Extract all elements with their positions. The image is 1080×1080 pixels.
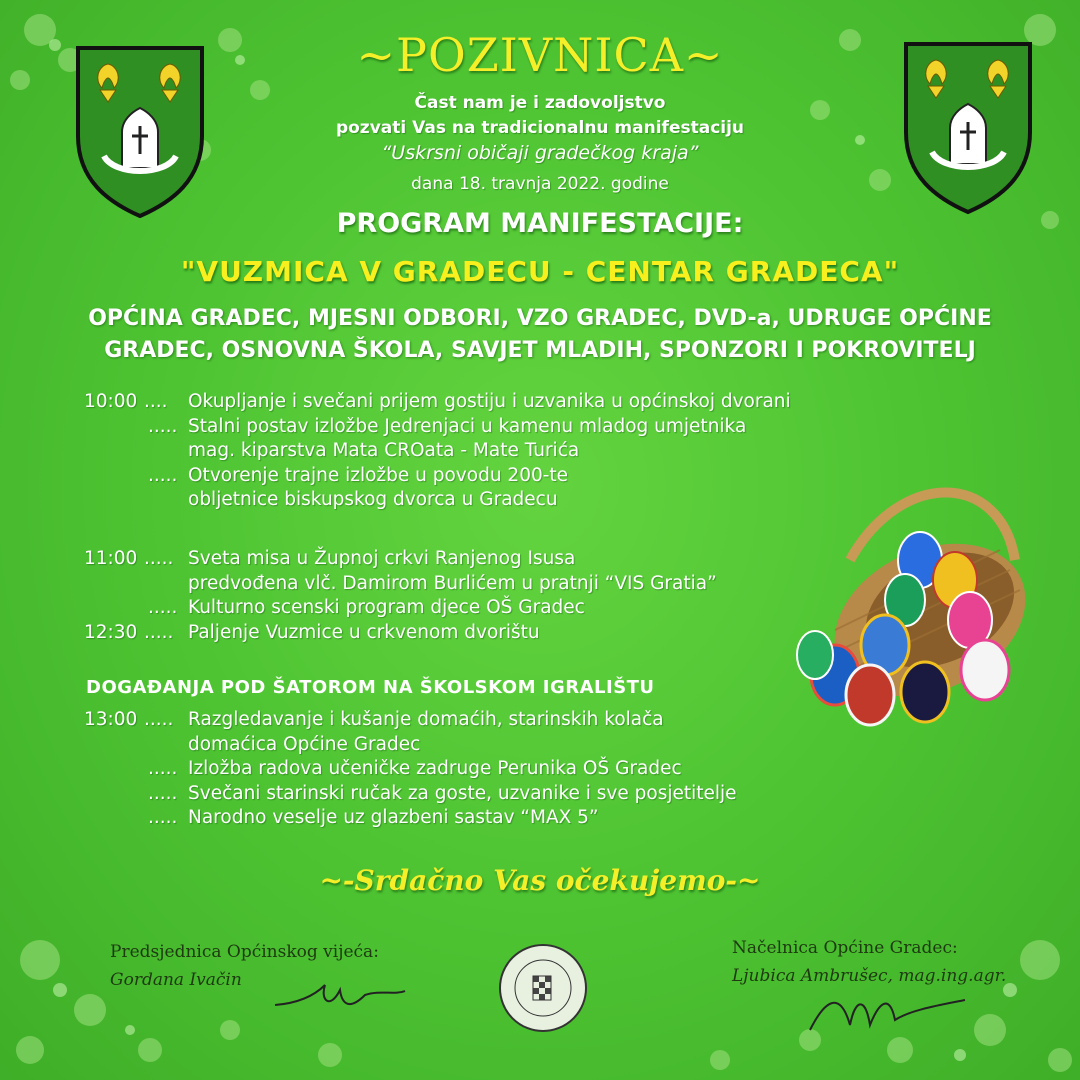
easter-egg-basket-icon — [780, 470, 1040, 730]
event-title: "VUZMICA V GRADECU - CENTAR GRADECA" — [180, 255, 900, 288]
schedule-morning-row — [84, 439, 791, 464]
organizers-line-1: OPĆINA GRADEC, MJESNI ODBORI, VZO GRADEC, DVD-a, UDRUGE OPĆINE — [88, 306, 992, 331]
schedule-afternoon-row — [84, 708, 737, 733]
schedule-text: domaćica Općine Gradec — [188, 733, 421, 755]
schedule-text: mag. kiparstva Mata CROata - Mate Turića — [188, 440, 580, 461]
intro-line-1: Čast nam je i zadovoljstvo — [414, 93, 666, 113]
intro-date: dana 18. travnja 2022. godine — [411, 174, 669, 194]
left-signature-icon — [270, 965, 410, 1025]
schedule-morning-row — [84, 415, 791, 440]
schedule-dots: ..... — [148, 807, 178, 828]
schedule-dots: ..... — [148, 415, 178, 437]
schedule-morning-row — [84, 464, 791, 489]
schedule-text: Kulturno scenski program djece OŠ Gradec — [188, 597, 585, 618]
intro-event-name: “Uskrsni običaji gradečkog kraja” — [381, 142, 699, 164]
schedule-dots: ..... — [148, 782, 178, 804]
schedule-dots: ..... — [144, 709, 174, 730]
schedule-time: 10:00 — [84, 391, 138, 412]
schedule-text: Izložba radova učeničke zadruge Perunika OŠ Gradec — [188, 758, 682, 779]
program-heading: PROGRAM MANIFESTACIJE: — [336, 208, 744, 239]
schedule-afternoon — [84, 708, 737, 831]
schedule-midday-row — [84, 621, 717, 646]
tent-events-heading: DOGAĐANJA POD ŠATOROM NA ŠKOLSKOM IGRALIŠTU — [86, 677, 655, 698]
schedule-afternoon-row — [84, 733, 737, 758]
schedule-time: 12:30 — [84, 621, 138, 643]
schedule-text: Narodno veselje uz glazbeni sastav “MAX 5” — [188, 807, 599, 828]
intro-line-2: pozvati Vas na tradicionalnu manifestaciju — [335, 118, 745, 138]
schedule-midday — [84, 547, 717, 645]
left-signatory-name: Gordana Ivačin — [110, 970, 242, 990]
schedule-morning — [84, 390, 791, 513]
left-signatory-role: Predsjednica Općinskog vijeća: — [110, 942, 379, 962]
right-signatory-role: Načelnica Općine Gradec: — [732, 938, 958, 958]
schedule-time: 11:00 — [84, 548, 138, 569]
schedule-dots: .... — [144, 391, 168, 412]
organizers-line-2: GRADEC, OSNOVNA ŠKOLA, SAVJET MLADIH, SPONZORI I POKROVITELJ — [104, 338, 976, 363]
schedule-text: Razgledavanje i kušanje domaćih, starinskih kolača — [188, 709, 664, 730]
schedule-text: Okupljanje i svečani prijem gostiju i uzvanika u općinskoj dvorani — [188, 391, 791, 412]
schedule-text: Paljenje Vuzmice u crkvenom dvorištu — [188, 621, 540, 643]
schedule-dots: ..... — [148, 758, 178, 779]
invitation-title: ~POZIVNICA~ — [356, 28, 724, 82]
schedule-dots: ..... — [148, 597, 178, 618]
schedule-dots: ..... — [148, 464, 178, 486]
schedule-text: Otvorenje trajne izložbe u povodu 200-te — [188, 464, 569, 486]
schedule-morning-row — [84, 390, 791, 415]
schedule-midday-row — [84, 596, 717, 621]
right-signatory-name: Ljubica Ambrušec, mag.ing.agr. — [732, 966, 1007, 986]
schedule-text: Stalni postav izložbe Jedrenjaci u kamenu mladog umjetnika — [188, 415, 747, 437]
schedule-afternoon-row — [84, 782, 737, 807]
schedule-midday-row — [84, 547, 717, 572]
right-signature-icon — [800, 980, 970, 1040]
schedule-dots: ..... — [144, 548, 174, 569]
official-seal-icon — [497, 942, 589, 1034]
schedule-dots: ..... — [144, 621, 174, 643]
closing-greeting: ~-Srdačno Vas očekujemo-~ — [319, 864, 761, 897]
schedule-morning-row — [84, 488, 791, 513]
schedule-afternoon-row — [84, 806, 737, 831]
schedule-text: Sveta misa u Župnoj crkvi Ranjenog Isusa — [188, 548, 576, 569]
schedule-afternoon-row — [84, 757, 737, 782]
schedule-text: predvođena vlč. Damirom Burlićem u pratnji “VIS Gratia” — [188, 572, 717, 594]
schedule-midday-row — [84, 572, 717, 597]
schedule-text: Svečani starinski ručak za goste, uzvanike i sve posjetitelje — [188, 782, 737, 804]
schedule-text: obljetnice biskupskog dvorca u Gradecu — [188, 489, 558, 510]
schedule-time: 13:00 — [84, 709, 138, 730]
